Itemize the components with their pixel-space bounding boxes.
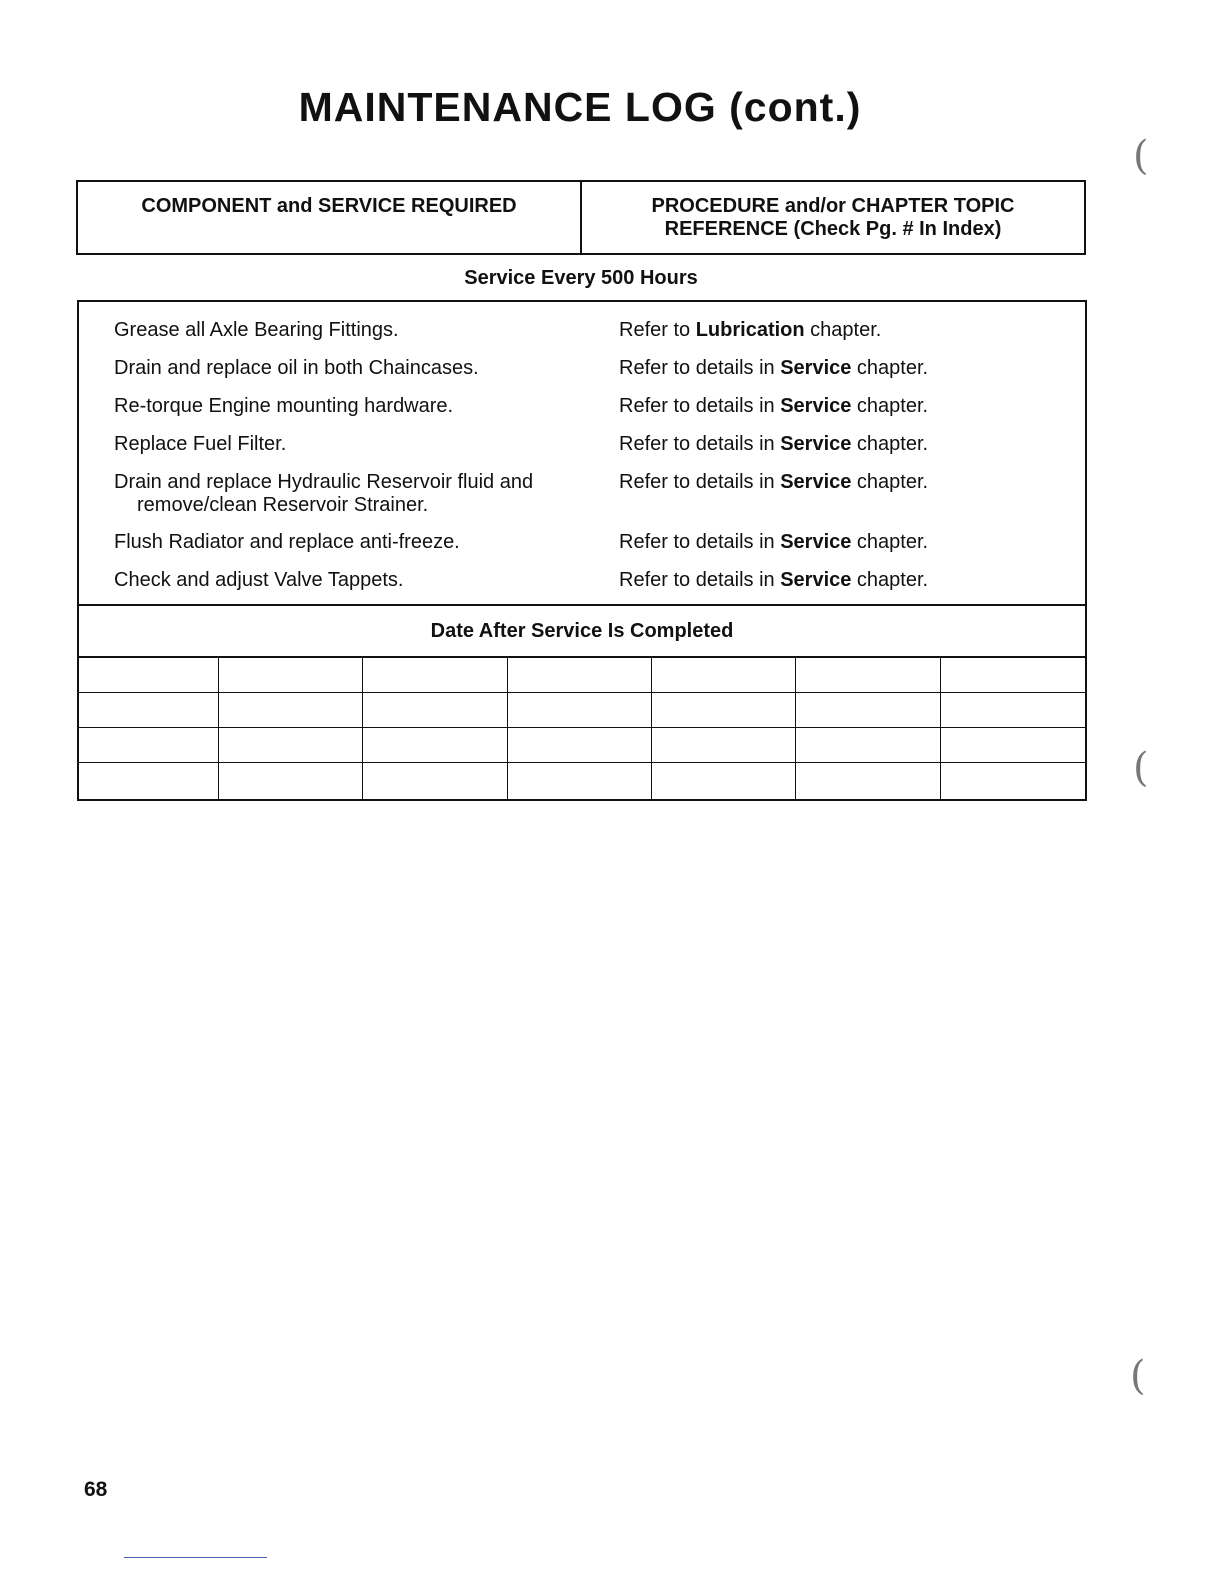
binding-hole-mark: (: [1130, 1353, 1146, 1399]
task-reference: Refer to Lubrication chapter.: [619, 319, 882, 341]
task-component: Re-torque Engine mounting hardware.: [114, 395, 454, 417]
date-cell[interactable]: [652, 763, 796, 801]
task-component: Replace Fuel Filter.: [114, 433, 287, 455]
date-cell[interactable]: [363, 728, 507, 763]
task-list: [77, 300, 1087, 606]
date-cell[interactable]: [508, 763, 652, 801]
date-cell[interactable]: [79, 658, 219, 693]
task-reference: Refer to details in Service chapter.: [619, 569, 929, 591]
date-cell[interactable]: [796, 658, 940, 693]
date-cell[interactable]: [941, 763, 1085, 801]
date-log-grid: [79, 658, 1085, 801]
date-cell[interactable]: [796, 763, 940, 801]
date-cell[interactable]: [79, 728, 219, 763]
date-cell[interactable]: [219, 693, 363, 728]
date-cell[interactable]: [363, 763, 507, 801]
task-reference: Refer to details in Service chapter.: [619, 395, 929, 417]
date-cell[interactable]: [219, 658, 363, 693]
section-title: Service Every 500 Hours: [464, 267, 698, 289]
date-cell[interactable]: [79, 693, 219, 728]
date-cell[interactable]: [796, 728, 940, 763]
task-reference: Refer to details in Service chapter.: [619, 471, 929, 493]
date-cell[interactable]: [652, 728, 796, 763]
task-reference: Refer to details in Service chapter.: [619, 357, 929, 379]
date-cell[interactable]: [508, 658, 652, 693]
date-log-title: Date After Service Is Completed: [79, 606, 1085, 658]
task-reference: Refer to details in Service chapter.: [619, 531, 929, 553]
page-title: MAINTENANCE LOG (cont.): [298, 84, 862, 130]
footer-rule: [124, 1557, 267, 1558]
column-header-procedure-line1: PROCEDURE and/or CHAPTER TOPIC: [651, 195, 1015, 217]
date-log-table: [77, 604, 1087, 801]
date-cell[interactable]: [652, 693, 796, 728]
date-cell[interactable]: [941, 693, 1085, 728]
task-component: Check and adjust Valve Tappets.: [114, 569, 404, 591]
task-reference: Refer to details in Service chapter.: [619, 433, 929, 455]
column-header-procedure-line2: REFERENCE (Check Pg. # In Index): [664, 218, 1002, 240]
date-cell[interactable]: [79, 763, 219, 801]
column-header: [76, 180, 1086, 255]
binding-hole-mark: (: [1133, 745, 1149, 791]
binding-hole-mark: (: [1133, 133, 1149, 179]
date-cell[interactable]: [508, 693, 652, 728]
date-cell[interactable]: [219, 763, 363, 801]
date-cell[interactable]: [796, 693, 940, 728]
date-cell[interactable]: [363, 658, 507, 693]
task-component: Drain and replace oil in both Chaincases.: [114, 357, 479, 379]
task-component: Drain and replace Hydraulic Reservoir fluid and remove/clean Reservoir Strainer.: [114, 471, 534, 516]
date-cell[interactable]: [363, 693, 507, 728]
date-cell[interactable]: [941, 658, 1085, 693]
task-component: Grease all Axle Bearing Fittings.: [114, 319, 399, 341]
date-cell[interactable]: [941, 728, 1085, 763]
date-cell[interactable]: [652, 658, 796, 693]
column-header-procedure: [580, 182, 1084, 253]
page-number: 68: [84, 1478, 108, 1501]
date-cell[interactable]: [508, 728, 652, 763]
task-component: Flush Radiator and replace anti-freeze.: [114, 531, 460, 553]
date-cell[interactable]: [219, 728, 363, 763]
column-header-component: COMPONENT and SERVICE REQUIRED: [141, 195, 517, 217]
